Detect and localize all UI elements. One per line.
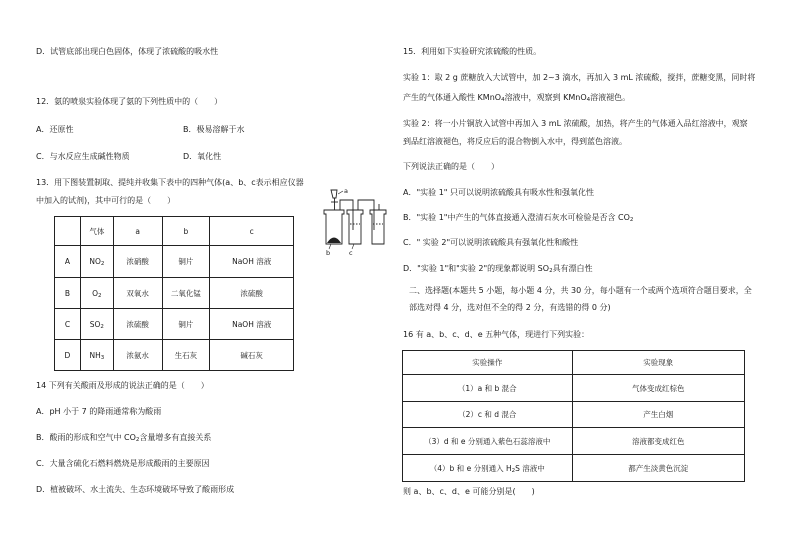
figure-label-b: b (326, 249, 331, 257)
gas-formula: $SO_2$ (80, 309, 113, 340)
reagent-a: 浓硫酸 (113, 309, 162, 340)
reagent-b: 二氧化锰 (162, 278, 210, 309)
phenomenon-cell: 溶液都变成红色 (572, 428, 744, 455)
q13-header-gas: 气体 (80, 217, 113, 246)
section2-heading-line2: 部选对得 4 分，选对但不全的得 2 分，有选错的得 0 分) (409, 303, 611, 312)
q15-prompt: 下列说法正确的是（ ） (403, 162, 499, 171)
q15-experiment1-line1: 实验 1：取 2 g 蔗糖放入大试管中，加 2~3 滴水，再加入 3 mL 浓硫酸，搅拌，蔗糖变黑，同时将 (403, 73, 756, 82)
table-row (55, 278, 294, 309)
reagent-b: 铜片 (162, 309, 210, 340)
row-label: A (55, 246, 81, 278)
q15-option-d: D．"实验 1"和"实验 2"的现象都说明 $SO_2$具有漂白性 (403, 264, 593, 274)
reagent-b: 生石灰 (162, 340, 210, 371)
reagent-c: NaOH 溶液 (210, 246, 294, 278)
q16-header-operation: 实验操作 (403, 351, 573, 375)
prev-question-option-d: D．试管底部出现白色固体，体现了浓硫酸的吸水性 (36, 47, 219, 56)
table-row (55, 309, 294, 340)
reagent-a: 浓氨水 (113, 340, 162, 371)
q14-option-c: C．大量含硫化石燃料燃烧是形成酸雨的主要原因 (36, 459, 210, 468)
q15-experiment2-line1: 实验 2：将一小片铜放入试管中再加入 3 mL 浓硫酸，加热，将产生的气体通入品红溶液中，观察 (403, 119, 748, 128)
q13-header-a: a (113, 217, 162, 246)
q14-option-d: D．植被破坏、水土流失、生态环境破坏导致了酸雨形成 (36, 485, 235, 494)
q12-option-d: D．氧化性 (183, 152, 222, 161)
q16-ending: 则 a、b、c、d、e 可能分别是( ) (403, 487, 535, 496)
operation-cell: （4）b 和 e 分别通入 $H_2S$ 溶液中 (403, 455, 573, 482)
row-label: C (55, 309, 81, 340)
q15-option-b: B．"实验 1"中产生的气体直接通入澄清石灰水可检验是否含 $CO_2$ (403, 213, 634, 223)
reagent-c: 碱石灰 (210, 340, 294, 371)
q16-table (402, 350, 745, 482)
q12-option-b: B．极易溶解于水 (183, 125, 245, 134)
operation-cell: （3）d 和 e 分别通入紫色石蕊溶液中 (403, 428, 573, 455)
table-row (403, 428, 745, 455)
q14-option-b: B．酸雨的形成和空气中 $CO_2$含量增多有直接关系 (36, 433, 212, 443)
phenomenon-cell: 都产生淡黄色沉淀 (572, 455, 744, 482)
q15-stem: 15．利用如下实验研究浓硫酸的性质。 (403, 47, 542, 56)
row-label: B (55, 278, 81, 309)
table-row (55, 340, 294, 371)
reagent-a: 双氧水 (113, 278, 162, 309)
q12-option-a: A．还原性 (36, 125, 74, 134)
gas-formula: $NO_2$ (80, 246, 113, 278)
reagent-a: 浓硝酸 (113, 246, 162, 278)
reagent-c: 浓硫酸 (210, 278, 294, 309)
gas-formula: $O_2$ (80, 278, 113, 309)
q15-experiment1-line2: 产生的气体通入酸性 KMnO$_4$溶液中，观察到 KMnO$_4$溶液褪色。 (403, 93, 631, 103)
operation-cell: （1）a 和 b 混合 (403, 375, 573, 402)
q13-stem-line2: 中加入的试剂)，其中可行的是（ ） (36, 196, 176, 205)
phenomenon-cell: 产生白烟 (572, 402, 744, 428)
q12-option-c: C．与水反应生成碱性物质 (36, 152, 130, 161)
q14-option-a: A．pH 小于 7 的降雨通常称为酸雨 (36, 407, 162, 416)
row-label: D (55, 340, 81, 371)
q13-table (54, 216, 294, 371)
gas-apparatus-figure (316, 188, 406, 258)
table-row (55, 246, 294, 278)
phenomenon-cell: 气体变成红棕色 (572, 375, 744, 402)
reagent-b: 铜片 (162, 246, 210, 278)
q15-option-a: A．"实验 1" 只可以说明浓硫酸具有吸水性和强氧化性 (403, 188, 595, 197)
reagent-c: NaOH 溶液 (210, 309, 294, 340)
figure-label-c: c (349, 249, 353, 257)
q14-stem: 14 下列有关酸雨及形成的说法正确的是（ ） (36, 381, 209, 390)
table-row (403, 402, 745, 428)
q16-stem: 16 有 a、b、c、d、e 五种气体，现进行下列实验： (403, 330, 590, 339)
section2-heading-line1: 二、选择题(本题共 5 小题，每小题 4 分，共 30 分，每小题有一个或两个选项符合题目要求，全 (409, 286, 752, 295)
q13-header-blank (55, 217, 81, 246)
q12-stem: 12．氨的喷泉实验体现了氨的下列性质中的（ ） (36, 97, 223, 106)
operation-cell: （2）c 和 d 混合 (403, 402, 573, 428)
q16-table-header-row (403, 351, 745, 375)
table-row (403, 375, 745, 402)
q15-experiment2-line2: 到品红溶液褪色，将反应后的混合物倒入水中，得到蓝色溶液。 (403, 137, 627, 146)
q13-header-b: b (162, 217, 210, 246)
q13-header-c: c (210, 217, 294, 246)
q16-header-phenomenon: 实验现象 (572, 351, 744, 375)
q15-option-c: C．" 实验 2"可以说明浓硫酸具有强氧化性和酸性 (403, 238, 579, 247)
table-row (403, 455, 745, 482)
q13-stem-line1: 13．用下图装置制取、提纯并收集下表中的四种气体(a、b、c表示相应仪器 (36, 178, 304, 187)
q13-table-header-row (55, 217, 294, 246)
gas-formula: $NH_3$ (80, 340, 113, 371)
figure-label-a: a (344, 187, 348, 195)
